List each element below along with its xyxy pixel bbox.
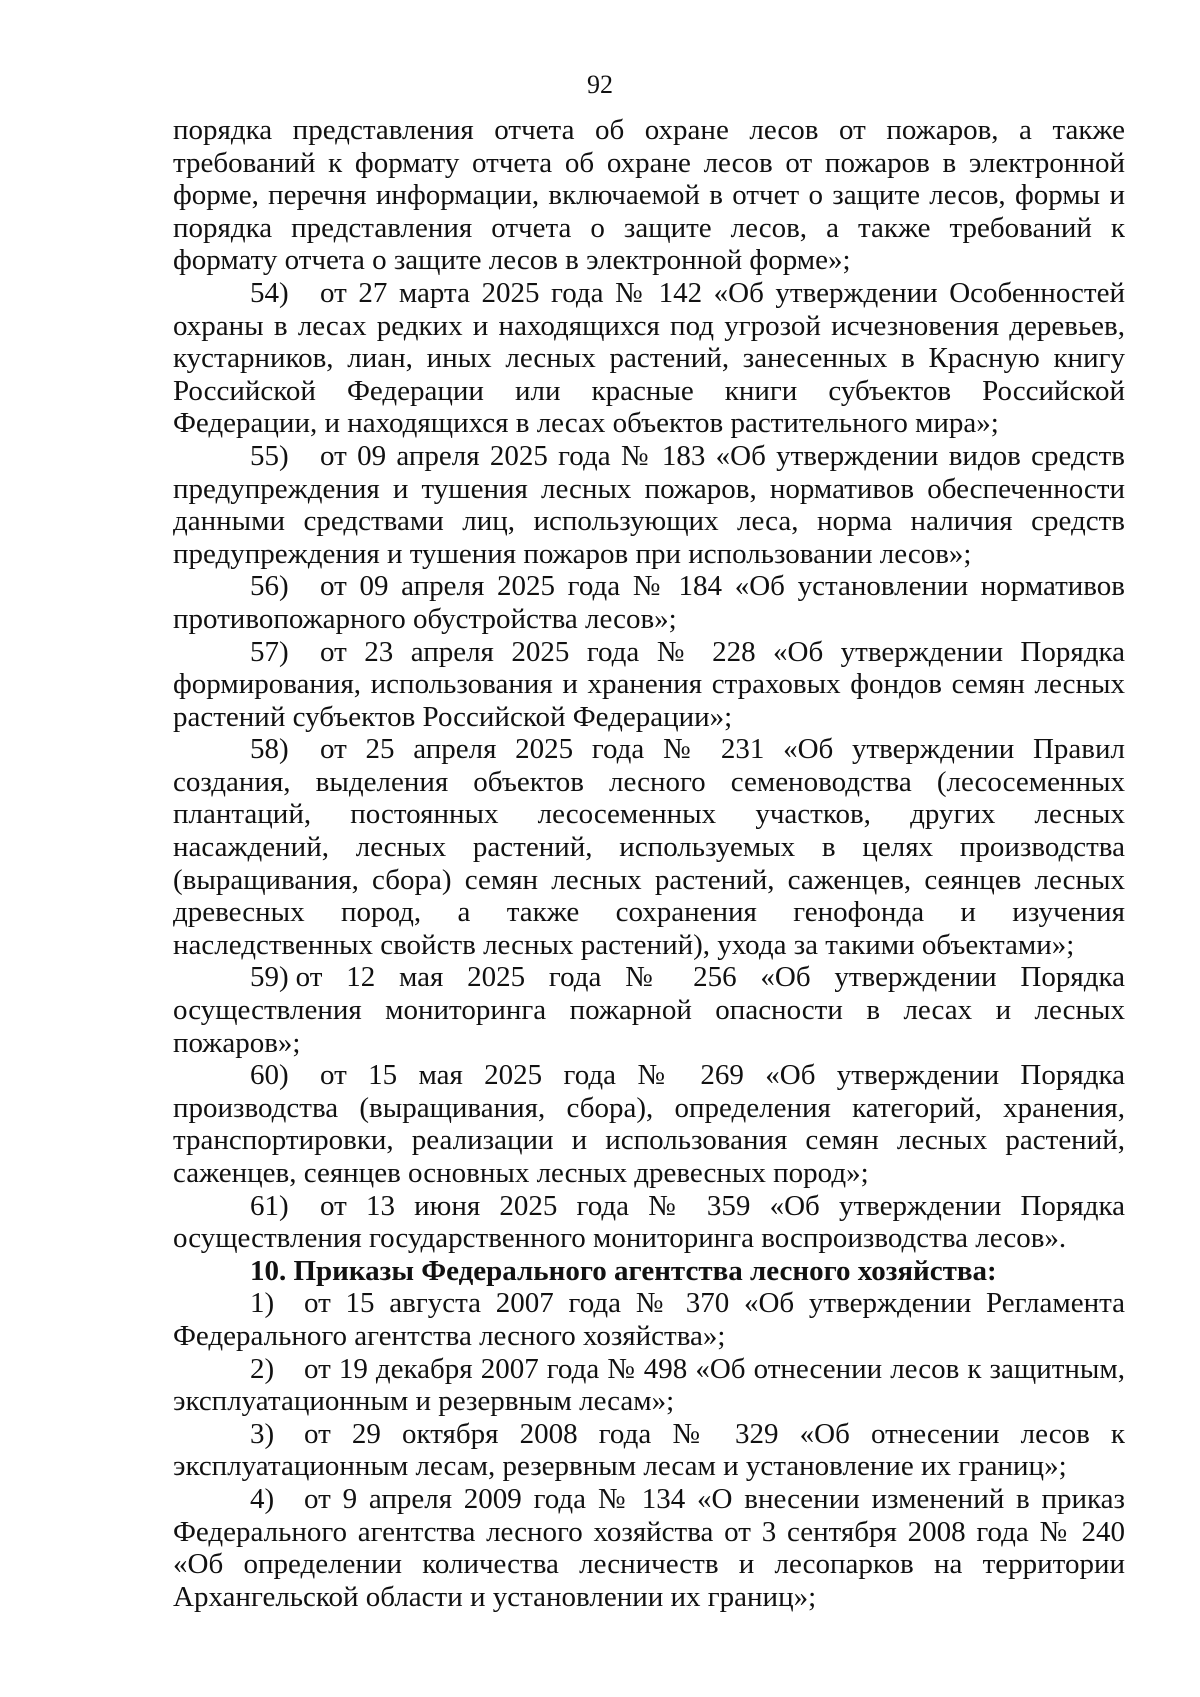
list-item-59 — [173, 961, 1125, 1059]
list-item-4 — [173, 1483, 1125, 1613]
list-item-54 — [173, 277, 1125, 440]
list-item-text: от 09 апреля 2025 года № 183 «Об утверждении видов средств предупреждения и тушения лесных пожаров, нормативов обеспеченности данными средствами лиц, использующих леса, норма наличия средств предупреждения и тушения пожаров при использовании лесов»; — [173, 439, 1125, 570]
list-item-number: 4) — [250, 1482, 275, 1515]
list-item-number: 3) — [250, 1417, 275, 1450]
list-item-58 — [173, 733, 1125, 961]
list-item-text: от 23 апреля 2025 года № 228 «Об утверждении Порядка формирования, использования и хранения страховых фондов семян лесных растений субъектов Российской Федерации»; — [173, 635, 1125, 733]
list-item-text: от 19 декабря 2007 года № 498 «Об отнесении лесов к защитным, эксплуатационным и резервным лесам»; — [173, 1352, 1125, 1418]
list-item-text: от 25 апреля 2025 года № 231 «Об утверждении Правил создания, выделения объектов лесного семеноводства (лесосеменных плантаций, постоянных лесосеменных участков, других лесных насаждений, лесных растений, используемых в целях производства (выращивания, сбора) семян лесных растений, саженцев, сеянцев лесных древесных пород, а также сохранения генофонда и изучения наследственных свойств лесных растений), ухода за такими объектами»; — [173, 733, 1125, 961]
list-item-1 — [173, 1287, 1125, 1352]
list-item-text: от 29 октября 2008 года № 329 «Об отнесении лесов к эксплуатационным лесам, резервным лесам и установление их границ»; — [173, 1417, 1125, 1483]
list-item-56 — [173, 570, 1125, 635]
list-item-number: 56) — [250, 570, 289, 603]
list-item-text: от 15 мая 2025 года № 269 «Об утверждении Порядка производства (выращивания, сбора), определения категорий, хранения, транспортировки, реализации и использования семян лесных растений, саженцев, сеянцев основных лесных древесных пород»; — [173, 1059, 1125, 1189]
list-item-55 — [173, 440, 1125, 570]
list-item-number: 54) — [250, 276, 289, 309]
list-item-2 — [173, 1353, 1125, 1418]
list-item-number: 61) — [250, 1189, 289, 1222]
section-heading: 10. Приказы Федерального агентства лесного хозяйства: — [250, 1254, 997, 1287]
list-item-text: от 9 апреля 2009 года № 134 «О внесении изменений в приказ Федерального агентства лесного хозяйства от 3 сентября 2008 года № 240 «Об определении количества лесничеств и лесопарков на территории Архангельской области и установлении их границ»; — [173, 1482, 1125, 1613]
list-item-number: 55) — [250, 439, 289, 472]
page-number: 92 — [587, 70, 613, 99]
list-item-number: 59) — [250, 961, 289, 994]
list-item-text: от 15 августа 2007 года № 370 «Об утверждении Регламента Федерального агентства лесного хозяйства»; — [173, 1287, 1125, 1352]
list-item-text: от 13 июня 2025 года № 359 «Об утверждении Порядка осуществления государственного мониторинга воспроизводства лесов». — [173, 1189, 1125, 1255]
list-item-text: от 09 апреля 2025 года № 184 «Об установлении нормативов противопожарного обустройства лесов»; — [173, 570, 1125, 635]
list-item-number: 2) — [250, 1352, 275, 1385]
list-item-number: 1) — [250, 1287, 275, 1320]
list-item-text: от 12 мая 2025 года № 256 «Об утверждении Порядка осуществления мониторинга пожарной опасности в лесах и лесных пожаров»; — [173, 961, 1125, 1059]
list-item-3 — [173, 1418, 1125, 1483]
list-item-57 — [173, 636, 1125, 734]
list-item-number: 60) — [250, 1059, 289, 1092]
intro-paragraph: порядка представления отчета об охране лесов от пожаров, а также требований к формату отчета об охране лесов от пожаров в электронной форме, перечня информации, включаемой в отчет о защите лесов, формы и порядка представления отчета о защите лесов, а также требований к формату отчета о защите лесов в электронной форме»; — [173, 114, 1125, 277]
list-item-text: от 27 марта 2025 года № 142 «Об утверждении Особенностей охраны в лесах редких и находящихся под угрозой исчезновения деревьев, кустарников, лиан, иных лесных растений, занесенных в Красную книгу Российской Федерации или красные книги субъектов Российской Федерации, и находящихся в лесах объектов растительного мира»; — [173, 276, 1125, 440]
list-item-61 — [173, 1190, 1125, 1255]
list-item-number: 58) — [250, 733, 289, 766]
document-body — [173, 114, 1125, 1613]
list-item-60 — [173, 1059, 1125, 1189]
list-item-number: 57) — [250, 635, 289, 668]
